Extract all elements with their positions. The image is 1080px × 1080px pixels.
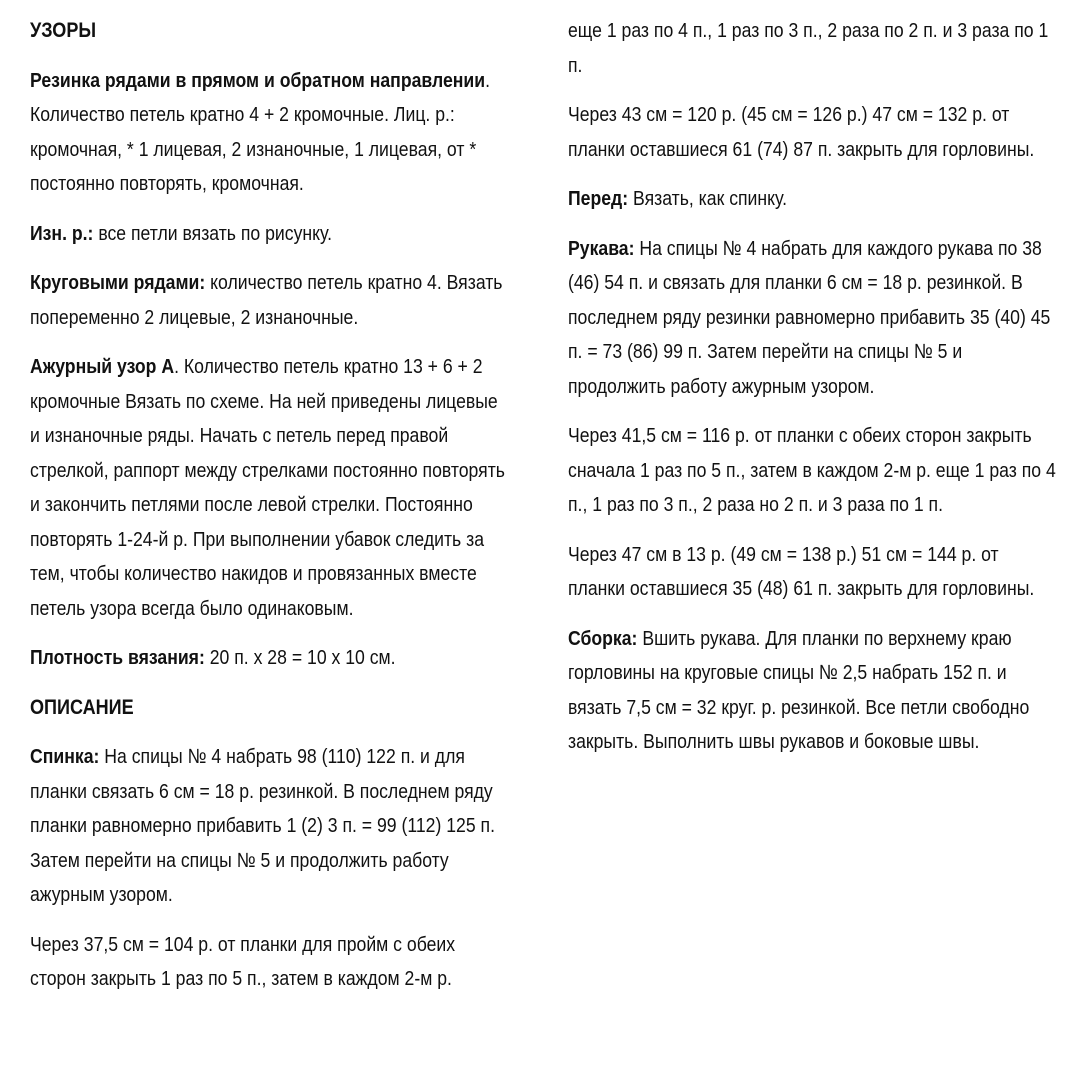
text-circular-rows: количество петель кратно 4. Вязать попеременно 2 лицевые, 2 изнаночные. — [30, 271, 503, 329]
paragraph-lace-pattern — [30, 350, 512, 626]
text-sleeve-end: Через 47 см в 13 р. (49 см = 138 р.) 51 см = 144 р. от планки оставшиеся 35 (48) 61 п. закрыть для горловины. — [568, 542, 1035, 600]
paragraph-gauge — [30, 641, 512, 676]
term-sleeves: Рукава: — [568, 236, 635, 260]
paragraph-rib-rows — [30, 64, 512, 202]
paragraph-back — [30, 740, 512, 913]
term-rib-rows: Резинка рядами в прямом и обратном направлении — [30, 68, 486, 92]
paragraph-back-armholes — [30, 928, 512, 997]
text-back: На спицы № 4 набрать 98 (110) 122 п. и для планки связать 6 см = 18 р. резинкой. В последнем ряду планки равномерно прибавить 1 (2) 3 п. = 99 (112) 125 п. Затем перейти на спицы № 5 и продолжить работу ажурным узором. — [30, 745, 495, 906]
paragraph-front — [568, 182, 1056, 217]
paragraph-sleeves — [568, 232, 1056, 405]
paragraph-assembly — [568, 622, 1056, 760]
paragraph-wrong-side-rows — [30, 217, 512, 252]
term-back: Спинка: — [30, 745, 100, 768]
right-column — [568, 14, 1056, 775]
term-gauge: Плотность вязания: — [30, 646, 205, 669]
paragraph-sleeve-end — [568, 538, 1056, 607]
term-assembly: Сборка: — [568, 626, 638, 650]
text-back-continued: еще 1 раз по 4 п., 1 раз по 3 п., 2 раза по 2 п. и 3 раза по 1 п. — [568, 19, 1049, 77]
text-gauge: 20 п. х 28 = 10 х 10 см. — [204, 646, 396, 669]
text-front: Вязать, как спинку. — [628, 187, 788, 210]
text-sleeve-cap: Через 41,5 см = 116 р. от планки с обеих сторон закрыть сначала 1 раз по 5 п., затем в каждом 2-м р. еще 1 раз по 4 п., 1 раз по 3 п., 2 раза но 2 п. и 3 раза по 1 п. — [568, 424, 1056, 516]
text-back-armholes: Через 37,5 см = 104 р. от планки для пройм с обеих сторон закрыть 1 раз по 5 п., затем в каждом 2-м р. — [30, 932, 456, 990]
text-assembly: Вшить рукава. Для планки по верхнему краю горловины на круговые спицы № 2,5 набрать 152 п. и вязать 7,5 см = 32 круг. р. резинкой. Все петли свободно закрыть. Выполнить швы рукавов и боковые швы. — [568, 626, 1030, 753]
paragraph-sleeve-cap — [568, 419, 1056, 523]
text-lace-pattern: . Количество петель кратно 13 + 6 + 2 кромочные Вязать по схеме. На ней приведены лицевые и изнаночные ряды. Начать с петель перед правой стрелкой, раппорт между стрелками постоянно повторять и закончить петлями после левой стрелки. Постоянно повторять 1-24-й р. При выполнении убавок следить за тем, чтобы количество накидов и провязанных вместе петель узора всегда было одинаковым. — [30, 355, 505, 620]
left-column — [30, 14, 512, 1012]
text-sleeves: На спицы № 4 набрать для каждого рукава по 38 (46) 54 п. и связать для планки 6 см = 18 р. резинкой. В последнем ряду резинки равномерно прибавить 35 (40) 45 п. = 73 (86) 99 п. Затем перейти на спицы № 5 и продолжить работу ажурным узором. — [568, 236, 1051, 398]
term-front: Перед: — [568, 187, 629, 210]
section-title-patterns: УЗОРЫ — [30, 19, 97, 42]
text-wrong-side-rows: все петли вязать по рисунку. — [93, 221, 333, 245]
section-title-description: ОПИСАНИЕ — [30, 695, 134, 719]
paragraph-back-neckline — [568, 98, 1056, 167]
term-circular-rows: Круговыми рядами: — [30, 271, 206, 294]
paragraph-circular-rows — [30, 266, 512, 335]
term-wrong-side-rows: Изн. р.: — [30, 221, 94, 245]
paragraph-back-continued — [568, 14, 1056, 83]
text-back-neckline: Через 43 см = 120 р. (45 см = 126 р.) 47 см = 132 р. от планки оставшиеся 61 (74) 87 п. закрыть для горловины. — [568, 103, 1035, 161]
text-rib-rows: . Количество петель кратно 4 + 2 кромочные. Лиц. р.: кромочная, * 1 лицевая, 2 изнаночные, 1 лицевая, от * постоянно повторять, кромочная. — [30, 68, 491, 195]
term-lace-pattern: Ажурный узор А — [30, 355, 175, 378]
